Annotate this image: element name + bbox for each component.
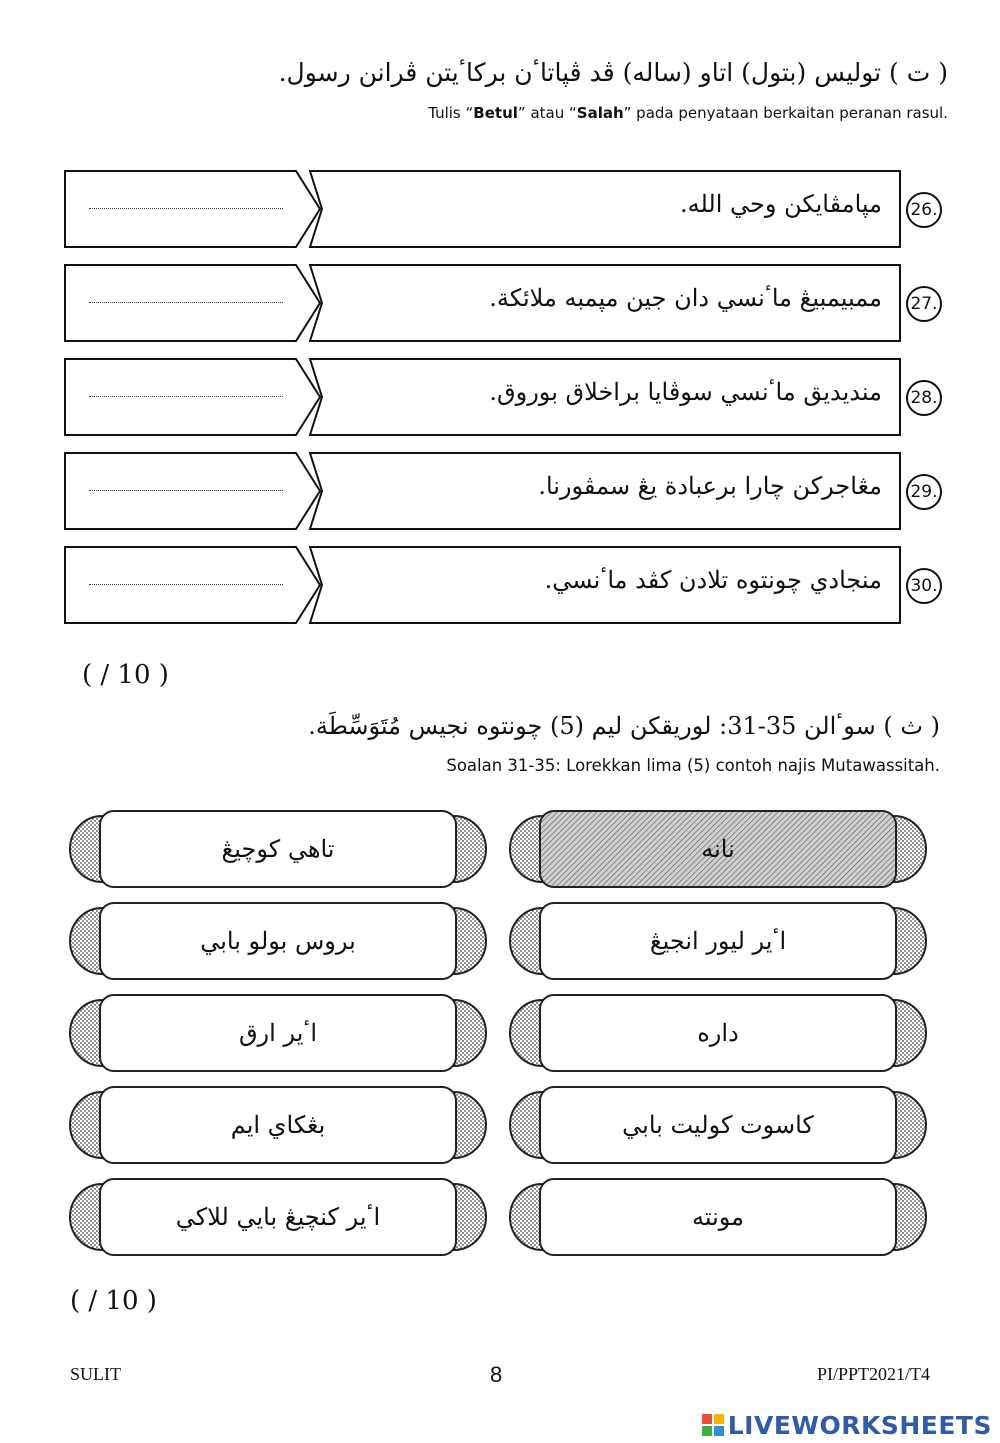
answer-field[interactable] <box>89 584 283 585</box>
option-label: مونته <box>691 1203 745 1231</box>
question-number: 26. <box>906 192 942 228</box>
option-label: بروس بولو بابي <box>200 927 356 955</box>
answer-field[interactable] <box>89 208 283 209</box>
question-text: منديديق ماٴنسي سوڤايا براخلاق بوروق. <box>489 378 882 406</box>
option-label: بڠكاي ايم <box>230 1111 326 1139</box>
option-label: كاسوت كوليت بابي <box>622 1111 814 1139</box>
answer-field[interactable] <box>89 302 283 303</box>
question-number: 29. <box>906 474 942 510</box>
option-scroll[interactable] <box>68 810 488 888</box>
question-number: 28. <box>906 380 942 416</box>
option-scroll[interactable] <box>68 994 488 1072</box>
option-scroll[interactable] <box>68 902 488 980</box>
footer-sulit: SULIT <box>70 1364 121 1384</box>
section-t-score: ( / 10 ) <box>82 660 169 690</box>
section-t-instruction-jawi: ( ت ) توليس (بتول) اتاو (ساله) ڤد ڤپاتاٴن بركاٴيتن ڤرانن رسول. <box>278 58 948 87</box>
question-text: مپامڤايكن وحي الله. <box>679 190 882 218</box>
section-t-instruction-rumi: Tulis “Betul” atau “Salah” pada penyataan berkaitan peranan rasul. <box>428 104 948 122</box>
question-number: 30. <box>906 568 942 604</box>
question-text: مڠاجركن چارا برعبادة يڠ سمڤورنا. <box>538 472 882 500</box>
option-scroll[interactable] <box>508 902 928 980</box>
salah-keyword: Salah <box>576 104 624 122</box>
question-text: منجادي چونتوه تلادن كڤد ماٴنسي. <box>544 566 882 594</box>
option-scroll[interactable] <box>508 1178 928 1256</box>
logo-wordmark: LIVEWORKSHEETS <box>727 1410 992 1440</box>
section-th-instruction-rumi: Soalan 31-35: Lorekkan lima (5) contoh najis Mutawassitah. <box>446 756 940 775</box>
liveworksheets-logo[interactable] <box>702 1408 992 1442</box>
question-row-28 <box>64 358 944 436</box>
option-label: داره <box>697 1019 739 1047</box>
option-label: تاهي كوچيڠ <box>221 835 335 863</box>
option-scroll[interactable] <box>508 1086 928 1164</box>
section-th-score: ( / 10 ) <box>70 1286 157 1316</box>
section-th-instruction-jawi: ( ث ) سوٴالن 35-31: لوريقكن ليم (5) چونتوه نجيس مُتَوَسِّطَة. <box>308 712 940 740</box>
option-label: اٴير ليور انجيڠ <box>649 927 787 955</box>
option-scroll[interactable] <box>68 1178 488 1256</box>
question-row-30 <box>64 546 944 624</box>
question-row-26 <box>64 170 944 248</box>
logo-grid-icon <box>702 1414 724 1436</box>
option-scroll[interactable] <box>68 1086 488 1164</box>
answer-field[interactable] <box>89 490 283 491</box>
option-label: اٴير ارق <box>238 1019 318 1047</box>
question-row-29 <box>64 452 944 530</box>
option-scroll-shaded[interactable] <box>508 810 928 888</box>
footer-code: PI/PPT2021/T4 <box>816 1364 930 1384</box>
page-number: 8 <box>490 1362 503 1387</box>
question-number: 27. <box>906 286 942 322</box>
option-label: اٴير كنچيڠ بايي للاكي <box>175 1203 381 1231</box>
option-scroll[interactable] <box>508 994 928 1072</box>
question-text: ممبيمبيڠ ماٴنسي دان جين مپمبه ملائكة. <box>489 284 882 312</box>
option-label: نانه <box>701 835 735 863</box>
betul-keyword: Betul <box>473 104 518 122</box>
question-row-27 <box>64 264 944 342</box>
answer-field[interactable] <box>89 396 283 397</box>
